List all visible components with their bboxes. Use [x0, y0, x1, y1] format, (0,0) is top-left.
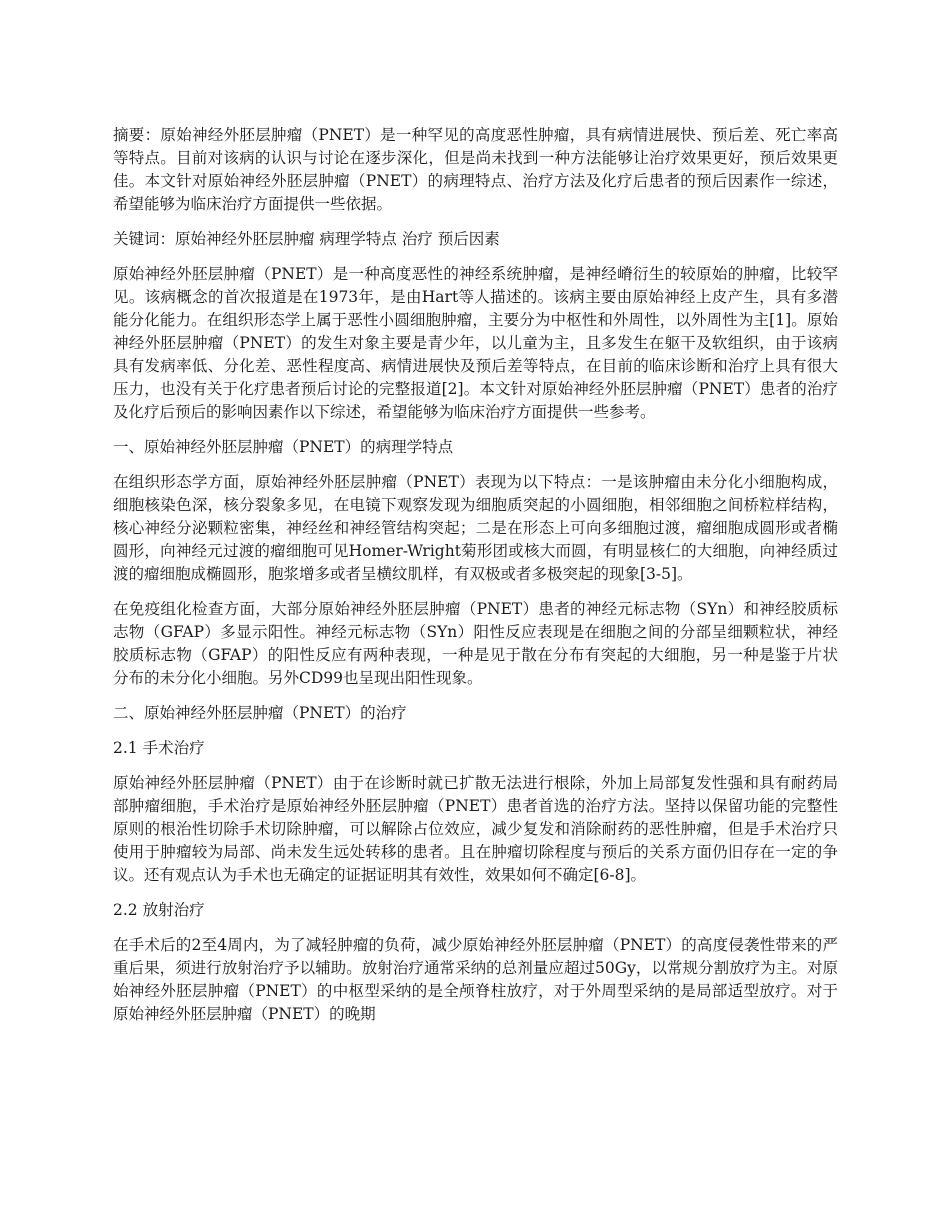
keywords-line: 关键词：原始神经外胚层肿瘤 病理学特点 治疗 预后因素 [113, 230, 500, 248]
section-1-paragraph-1: 在组织形态学方面，原始神经外胚层肿瘤（PNET）表现为以下特点：一是该肿瘤由未分化小细胞构成，细胞核染色深，核分裂象多见，在电镜下观察发现为细胞质突起的小圆细胞，相邻细胞之间桥粒样结构，核心神经分泌颗粒密集，神经丝和神经管结构突起；二是在形态上可向多细胞过渡，瘤细胞成圆形或者椭圆形，向神经元过渡的瘤细胞可见Homer-Wright菊形团或核大而圆，有明显核仁的大细胞，向神经质过渡的瘤细胞成椭圆形，胞浆增多或者呈横纹肌样，有双极或者多极突起的现象[3-5]。 [113, 473, 838, 583]
section-1-heading: 一、原始神经外胚层肿瘤（PNET）的病理学特点 [113, 438, 454, 456]
subsection-2-1-paragraph: 原始神经外胚层肿瘤（PNET）由于在诊断时就已扩散无法进行根除，外加上局部复发性强和具有耐药局部肿瘤细胞，手术治疗是原始神经外胚层肿瘤（PNET）患者首选的治疗方法。坚持以保留功能的完整性原则的根治性切除手术切除肿瘤，可以解除占位效应，减少复发和消除耐药的恶性肿瘤，但是手术治疗只使用于肿瘤较为局部、尚未发生远处转移的患者。且在肿瘤切除程度与预后的关系方面仍旧存在一定的争议。还有观点认为手术也无确定的证据证明其有效性，效果如何不确定[6-8]。 [113, 774, 838, 884]
subsection-2-1-heading: 2.1 手术治疗 [113, 739, 205, 757]
subsection-2-2-heading: 2.2 放射治疗 [113, 901, 205, 919]
subsection-2-2-paragraph: 在手术后的2至4周内，为了减轻肿瘤的负荷，减少原始神经外胚层肿瘤（PNET）的高度侵袭性带来的严重后果，须进行放射治疗予以辅助。放射治疗通常采纳的总剂量应超过50Gy，以常规分割放疗为主。对原始神经外胚层肿瘤（PNET）的中枢型采纳的是全颅脊柱放疗，对于外周型采纳的是局部适型放疗。对于原始神经外胚层肿瘤（PNET）的晚期 [113, 936, 838, 1023]
intro-paragraph: 原始神经外胚层肿瘤（PNET）是一种高度恶性的神经系统肿瘤，是神经嵴衍生的较原始的肿瘤，比较罕见。该病概念的首次报道是在1973年，是由Hart等人描述的。该病主要由原始神经上皮产生，具有多潜能分化能力。在组织形态学上属于恶性小圆细胞肿瘤，主要分为中枢性和外周性，以外周性为主[1]。原始神经外胚层肿瘤（PNET）的发生对象主要是青少年，以儿童为主，且多发生在躯干及软组织，由于该病具有发病率低、分化差、恶性程度高、病情进展快及预后差等特点，在目前的临床诊断和治疗上具有很大压力，也没有关于化疗患者预后讨论的完整报道[2]。本文针对原始神经外胚层肿瘤（PNET）患者的治疗及化疗后预后的影响因素作以下综述，希望能够为临床治疗方面提供一些参考。 [113, 265, 838, 421]
section-2-heading: 二、原始神经外胚层肿瘤（PNET）的治疗 [113, 704, 407, 722]
abstract-paragraph: 摘要：原始神经外胚层肿瘤（PNET）是一种罕见的高度恶性肿瘤，具有病情进展快、预后差、死亡率高等特点。目前对该病的认识与讨论在逐步深化，但是尚未找到一种方法能够让治疗效果更好，预后效果更佳。本文针对原始神经外胚层肿瘤（PNET）的病理特点、治疗方法及化疗后患者的预后因素作一综述，希望能够为临床治疗方面提供一些依据。 [113, 126, 838, 213]
document-page [113, 124, 838, 1038]
section-1-paragraph-2: 在免疫组化检查方面，大部分原始神经外胚层肿瘤（PNET）患者的神经元标志物（SYn）和神经胶质标志物（GFAP）多显示阳性。神经元标志物（SYn）阳性反应表现是在细胞之间的分部呈细颗粒状，神经胶质标志物（GFAP）的阳性反应有两种表现，一种是见于散在分布有突起的大细胞，另一种是鉴于片状分布的未分化小细胞。另外CD99也呈现出阳性现象。 [113, 600, 838, 687]
